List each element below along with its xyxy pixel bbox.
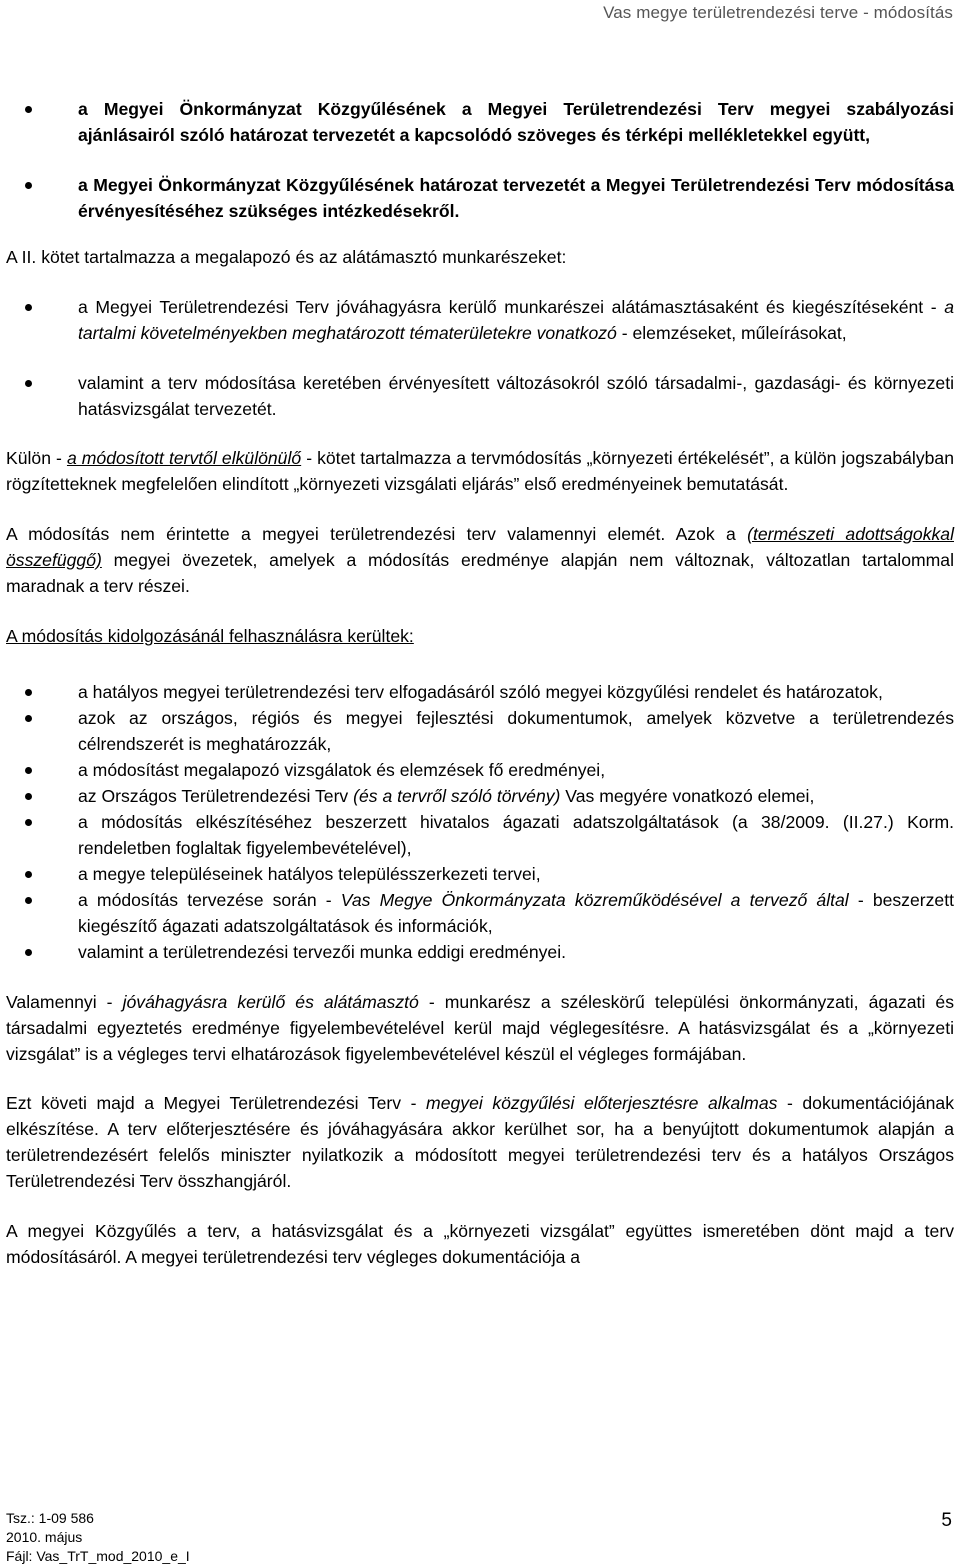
paragraph-ezt-koveti: Ezt követi majd a Megyei Területrendezési Terv - megyei közgyűlési előterjesztésre alkalmas - dokumentációjának elkészítése. A terv előterjesztésére és jóváhagyására akkor kerülhet sor, ha a benyújtott dokumentumok alapján a területrendezésért felelős miniszter nyilatkozik a módosított megyei területrendezési terv és a hatályos Országos Területrendezési Terv összhangjáról. — [6, 1093, 954, 1191]
bullet-icon — [25, 182, 32, 189]
list-item: a Megyei Területrendezési Terv jóváhagyásra kerülő munkarészei alátámasztásaként és kiegészítéseként - a tartalmi követelményekben meghatározott tématerületekre vonatkozó - elemzéseket, műleírásokat, — [6, 294, 954, 346]
page-number: 5 — [941, 1510, 952, 1531]
sources-list — [6, 679, 954, 965]
list-item: valamint a terv módosítása keretében érvényesített változásokról szóló társadalmi-, gazdasági- és környezeti hatásvizsgálat tervezetét. — [6, 370, 954, 422]
section1-list — [6, 96, 954, 224]
list-item: a módosítás elkészítéséhez beszerzett hivatalos ágazati adatszolgáltatások (a 38/2009. (II.27.) Korm. rendeletben foglaltak figyelembevételével), — [6, 809, 954, 861]
list-item: azok az országos, régiós és megyei fejlesztési dokumentumok, amelyek közvetve a területrendezés célrendszerét is meghatározzák, — [6, 705, 954, 757]
section2-intro: A II. kötet tartalmazza a megalapozó és az alátámasztó munkarészeket: — [6, 247, 567, 267]
bullet-icon — [25, 380, 32, 387]
list-item: a Megyei Önkormányzat Közgyűlésének a Megyei Területrendezési Terv megyei szabályozási ajánlásairól szóló határozat tervezetét a kapcsolódó szöveges és térképi mellékletekkel együtt, — [6, 96, 954, 148]
list-item: valamint a területrendezési tervezői munka eddigi eredményei. — [6, 939, 954, 965]
bullet-icon — [25, 897, 32, 904]
paragraph-modositas: A módosítás nem érintette a megyei területrendezési terv valamennyi elemét. Azok a (természeti adottságokkal összefüggő) megyei övezetek, amelyek a módosítás eredménye alapján nem változnak, változatlan tartalommal maradnak a terv részei. — [6, 524, 954, 596]
bullet-icon — [25, 871, 32, 878]
footer-info — [6, 1509, 190, 1566]
list-item: az Országos Területrendezési Terv (és a tervről szóló törvény) Vas megyére vonatkozó elemei, — [6, 783, 954, 809]
footer-date: 2010. május — [6, 1529, 83, 1545]
bullet-icon — [25, 715, 32, 722]
list-item: a Megyei Önkormányzat Közgyűlésének határozat tervezetét a Megyei Területrendezési Terv módosítása érvényesítéséhez szükséges intézkedésekről. — [6, 172, 954, 224]
bullet-icon — [25, 106, 32, 113]
bullet-icon — [25, 793, 32, 800]
document-body — [6, 96, 954, 1270]
list-item: a módosítás tervezése során - Vas Megye Önkormányzata közreműködésével a tervező által - beszerzett kiegészítő ágazati adatszolgáltatások és információk, — [6, 887, 954, 939]
list-item: a módosítást megalapozó vizsgálatok és elemzések fő eredményei, — [6, 757, 954, 783]
bullet-icon — [25, 767, 32, 774]
paragraph-valamennyi: Valamennyi - jóváhagyásra kerülő és alátámasztó - munkarész a széleskörű települési önkormányzati, ágazati és társadalmi egyeztetés eredménye figyelembevételével kerül majd véglegesítésre. A hatásvizsgálat és a „környezeti vizsgálat” is a végleges tervi elhatározások figyelembevételével készül el végleges formájában. — [6, 992, 954, 1064]
bullet-icon — [25, 304, 32, 311]
list-item: a megye településeinek hatályos településszerkezeti tervei, — [6, 861, 954, 887]
page-header-title: Vas megye területrendezési terve - módosítás — [603, 3, 953, 22]
paragraph-kulon: Külön - a módosított tervtől elkülönülő - kötet tartalmazza a tervmódosítás „környezeti értékelését”, a külön jogszabályban rögzítetteknek megfelelően elindított „környezeti vizsgálati eljárás” első eredményeinek bemutatását. — [6, 448, 954, 494]
paragraph-kozgyules: A megyei Közgyűlés a terv, a hatásvizsgálat és a „környezeti vizsgálat” együttes ismeretében dönt majd a terv módosításáról. A megyei területrendezési terv végleges dokumentációja a — [6, 1221, 954, 1267]
footer-tsz: Tsz.: 1-09 586 — [6, 1510, 94, 1526]
bullet-icon — [25, 949, 32, 956]
bullet-icon — [25, 819, 32, 826]
list-item: a hatályos megyei területrendezési terv elfogadásáról szóló megyei közgyűlési rendelet és határozatok, — [6, 679, 954, 705]
section-heading-felhasznalas: A módosítás kidolgozásánál felhasználásra kerültek: — [6, 626, 414, 646]
section2-list — [6, 294, 954, 422]
footer-file: Fájl: Vas_TrT_mod_2010_e_I — [6, 1548, 190, 1564]
bullet-icon — [25, 689, 32, 696]
